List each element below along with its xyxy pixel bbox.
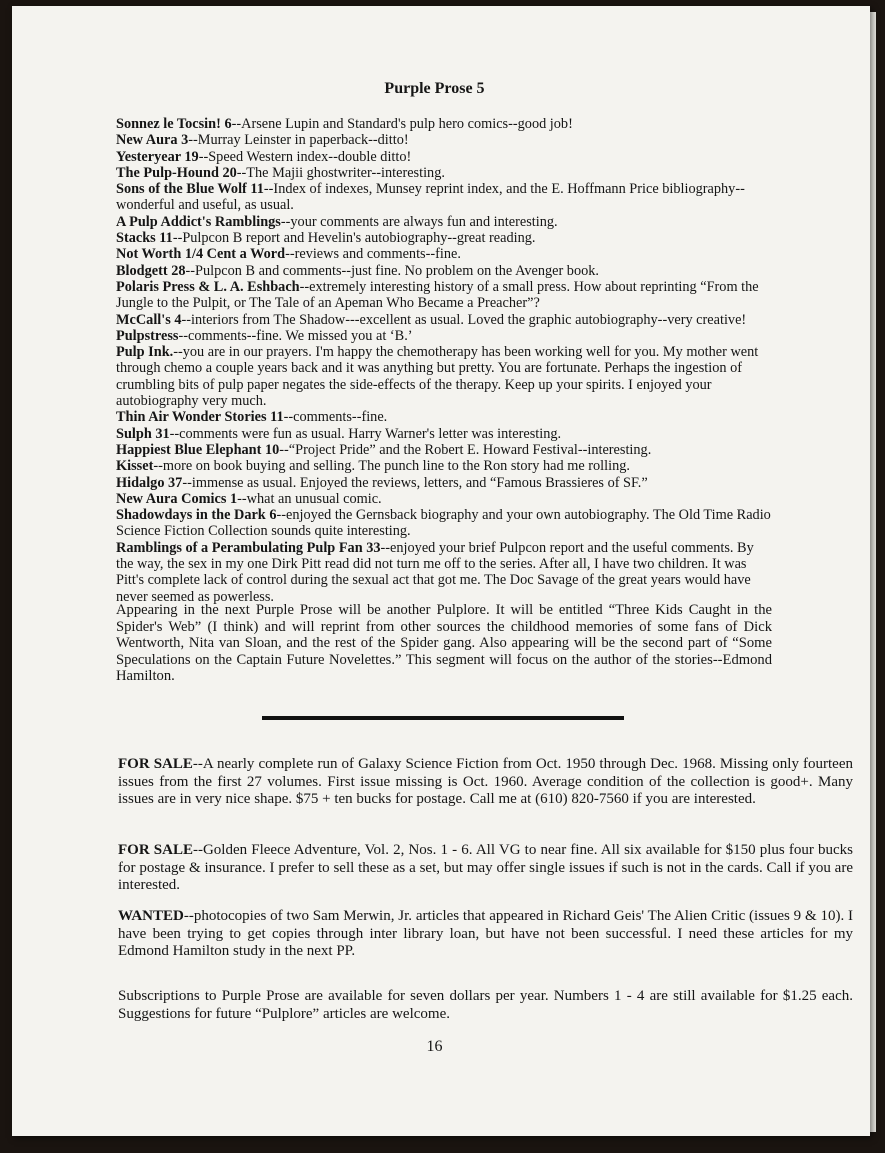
zine-name: A Pulp Addict's Ramblings <box>116 213 281 230</box>
zine-name: Blodgett 28 <box>116 262 186 279</box>
zine-review-item <box>116 491 772 507</box>
zine-review-item <box>116 165 772 181</box>
zine-comment: --Speed Western index--double ditto! <box>198 148 412 165</box>
zine-name: New Aura 3 <box>116 132 189 149</box>
zine-comment: --Pulpcon B report and Hevelin's autobiography--great reading. <box>172 230 536 247</box>
next-issue-paragraph <box>116 602 772 685</box>
ad-wanted <box>118 908 853 961</box>
zine-name: Happiest Blue Elephant 10 <box>116 441 280 458</box>
ad-text: --Golden Fleece Adventure, Vol. 2, Nos. 1 - 6. All VG to near fine. All six available for $150 plus four bucks for postage & insurance. I prefer to sell these as a set, but may offer single issues if such is not in the cards. Call if you are interested. <box>118 842 853 893</box>
ad-lead: FOR SALE <box>118 842 193 858</box>
zine-review-item <box>116 442 772 458</box>
zine-review-item <box>116 181 772 214</box>
document-page <box>12 6 870 1136</box>
zine-review-item <box>116 312 772 328</box>
zine-review-item <box>116 458 772 474</box>
zine-name: Sons of the Blue Wolf 11 <box>116 181 264 198</box>
ad-for-sale-galaxy <box>118 756 853 809</box>
zine-review-item <box>116 344 772 409</box>
zine-comment: --enjoyed your brief Pulpcon report and the useful comments. By the way, the sex in my one Dirk Pitt read did not turn me off to the series. After all, I have two children. It was Pitt's complete lack of control during the sexual act that got me. The Doc Savage of the great years would have never seemed as powerless. <box>116 539 754 605</box>
zine-name: Sulph 31 <box>116 425 170 442</box>
zine-comment: --The Majii ghostwriter--interesting. <box>236 164 445 181</box>
zine-review-item <box>116 132 772 148</box>
zine-review-item <box>116 540 772 605</box>
zine-name: Shadowdays in the Dark 6 <box>116 507 277 524</box>
zine-comment: --enjoyed the Gernsback biography and your own autobiography. The Old Time Radio Science Fiction Collection sounds quite interesting. <box>116 507 771 540</box>
zine-review-item <box>116 230 772 246</box>
zine-comment: --Murray Leinster in paperback--ditto! <box>188 132 409 149</box>
zine-name: Pulp Ink. <box>116 344 174 361</box>
zine-name: Sonnez le Tocsin! 6 <box>116 116 232 132</box>
zine-name: Kisset <box>116 458 154 475</box>
zine-comment: --more on book buying and selling. The punch line to the Ron story had me rolling. <box>153 458 630 475</box>
zine-comment: --your comments are always fun and interesting. <box>280 213 558 230</box>
zine-review-item <box>116 409 772 425</box>
zine-review-item <box>116 214 772 230</box>
page-number: 16 <box>426 1038 443 1055</box>
zine-comment: --“Project Pride” and the Robert E. Howard Festival--interesting. <box>279 441 652 458</box>
zine-name: Pulpstress <box>116 327 179 344</box>
zine-review-item <box>116 279 772 312</box>
zine-name: The Pulp-Hound 20 <box>116 164 237 181</box>
zine-review-item <box>116 426 772 442</box>
zine-name: New Aura Comics 1 <box>116 490 238 507</box>
zine-comment: --Pulpcon B and comments--just fine. No problem on the Avenger book. <box>185 262 599 279</box>
zine-review-item <box>116 116 772 132</box>
zine-name: Polaris Press & L. A. Eshbach <box>116 278 300 295</box>
ad-for-sale-golden-fleece <box>118 842 853 895</box>
zine-comment: --comments were fun as usual. Harry Warner's letter was interesting. <box>169 425 562 442</box>
ad-lead: WANTED <box>118 908 184 924</box>
zine-comment: --comments--fine. <box>283 409 388 426</box>
ad-text: --photocopies of two Sam Merwin, Jr. articles that appeared in Richard Geis' The Alien Critic (issues 9 & 10). I have been trying to get copies through inter library loan, but have not been successful. I need these articles for my Edmond Hamilton study in the next PP. <box>118 908 853 959</box>
divider-rule <box>262 716 624 720</box>
next-issue-text: Appearing in the next Purple Prose will be another Pulplore. It will be entitled “Three Kids Caught in the Spider's Web” (I think) and will reprint from other sources the childhood memories of some fans of Dick Wentworth, Nita van Sloan, and the rest of the Spider gang. Also appearing will be the second part of “Some Speculations on the Captain Future Novelettes.” This segment will focus on the author of the stories--Edmond Hamilton. <box>116 602 772 685</box>
zine-comment: --you are in our prayers. I'm happy the chemotherapy has been working well for you. My mother went through chemo a couple years back and it was anything but pretty. You are fortunate. Perhaps the ingestion of crumbling bits of pulp paper negates the side-effects of the therapy. Keep up your spirits. I enjoyed your autobiography very much. <box>116 344 759 410</box>
zine-comment: --immense as usual. Enjoyed the reviews, letters, and “Famous Brassieres of SF.” <box>182 474 648 491</box>
zine-name: Yesteryear 19 <box>116 148 199 165</box>
zine-review-list <box>116 116 772 605</box>
subscriptions-paragraph <box>118 988 853 1023</box>
zine-review-item <box>116 246 772 262</box>
subscriptions-text: Subscriptions to Purple Prose are available for seven dollars per year. Numbers 1 - 4 are still available for $1.25 each. Suggestions for future “Pulplore” articles are welcome. <box>118 988 853 1022</box>
zine-name: Ramblings of a Perambulating Pulp Fan 33 <box>116 539 381 556</box>
zine-name: McCall's 4 <box>116 311 182 328</box>
zine-comment: --Index of indexes, Munsey reprint index, and the E. Hoffmann Price bibliography--wonderful and useful, as usual. <box>116 181 745 214</box>
zine-comment: --reviews and comments--fine. <box>285 246 461 263</box>
page-title: Purple Prose 5 <box>384 80 485 97</box>
zine-comment: --comments--fine. We missed you at ‘B.’ <box>178 327 413 344</box>
zine-review-item <box>116 263 772 279</box>
zine-comment: --interiors from The Shadow---excellent as usual. Loved the graphic autobiography--very creative! <box>181 311 747 328</box>
zine-name: Stacks 11 <box>116 230 173 247</box>
ad-lead: FOR SALE <box>118 756 193 772</box>
zine-review-item <box>116 475 772 491</box>
zine-name: Thin Air Wonder Stories 11 <box>116 409 284 426</box>
zine-comment: --Arsene Lupin and Standard's pulp hero comics--good job! <box>231 116 573 132</box>
zine-review-item <box>116 149 772 165</box>
zine-comment: --extremely interesting history of a small press. How about reprinting “From the Jungle to the Pulpit, or The Tale of an Apeman Who Became a Preacher”? <box>116 278 759 312</box>
zine-review-item <box>116 328 772 344</box>
zine-name: Hidalgo 37 <box>116 474 183 491</box>
zine-review-item <box>116 507 772 540</box>
zine-comment: --what an unusual comic. <box>237 490 382 507</box>
ad-text: --A nearly complete run of Galaxy Science Fiction from Oct. 1950 through Dec. 1968. Missing only fourteen issues from the first 27 volumes. First issue missing is Oct. 1960. Average condition of the collection is good+. Many issues are in very nice shape. $75 + ten bucks for postage. Call me at (610) 820-7560 if you are interested. <box>118 756 853 807</box>
zine-name: Not Worth 1/4 Cent a Word <box>116 246 286 263</box>
